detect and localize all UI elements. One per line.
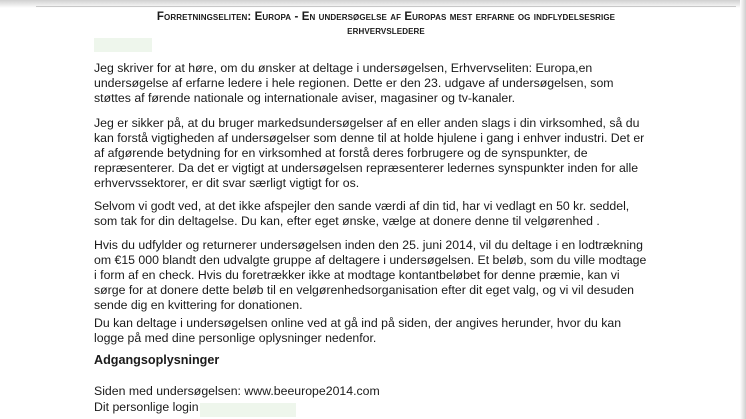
scan-edge-right	[740, 0, 746, 419]
text-line: af afgørende betydning for en virksomhed at forstå deres forbrugere og de synspunkter, de	[94, 146, 588, 160]
header-rule	[36, 6, 736, 7]
text-line: repræsenterer. Da det er vigtigt at undersøgelsen repræsenterer ledernes synspunkter inden for alle	[94, 161, 639, 175]
document-title	[96, 10, 676, 38]
survey-site-line: Siden med undersøgelsen: www.beeurope2014.com	[94, 384, 380, 398]
redaction-mark	[200, 403, 296, 417]
text-line: Hvis du udfylder og returnerer undersøgelsen inden den 25. juni 2014, vil du deltage i en lodtrækning	[94, 238, 643, 252]
paragraph-lottery	[94, 238, 734, 313]
redaction-mark	[94, 38, 152, 52]
text-line: sørge for at donere dette beløb til en velgørenhedsorganisation efter dit eget valg, og vi vil desuden	[94, 283, 635, 297]
title-line-2: erhvervsledere	[347, 25, 425, 37]
text-line: i form af en check. Hvis du foretrækker ikke at modtage kontantbeløbet for denne præmie, kan vi	[94, 268, 620, 282]
text-line: erhvervssektorer, er dit svar særligt vigtigt for os.	[94, 176, 360, 190]
text-line: logge på med dine personlige oplysninger nedenfor.	[94, 331, 377, 345]
text-line: Jeg skriver for at høre, om du ønsker at deltage i undersøgelsen, Erhvervseliten: Europa,en	[94, 61, 593, 75]
text-line: undersøgelse af erfarne ledere i hele regionen. Dette er den 23. udgave af undersøgelsen, som	[94, 76, 614, 90]
text-line: Selvom vi godt ved, at det ikke afspejler den sande værdi af din tid, har vi vedlagt en 50 kr. seddel,	[94, 199, 630, 213]
text-line: om €15 000 blandt den udvalgte gruppe af deltagere i undersøgelsen. Et beløb, som du ville modtage	[94, 253, 647, 267]
paragraph-market-research	[94, 116, 734, 191]
paragraph-online	[94, 316, 734, 346]
personal-login-label: Dit personlige login	[94, 400, 199, 414]
text-line: Jeg er sikker på, at du bruger markedsundersøgelser af en eller anden slags i din virksomhed, så du	[94, 116, 640, 130]
text-line: Du kan deltage i undersøgelsen online ved at gå ind på siden, der angives herunder, hvor du kan	[94, 316, 622, 330]
access-heading: Adgangsoplysninger	[94, 353, 220, 367]
paragraph-gift	[94, 199, 734, 229]
text-line: kan forstå vigtigheden af undersøgelser som denne til at holde hjulene i gang i enhver industri. Det er	[94, 131, 645, 145]
paragraph-intro	[94, 61, 734, 106]
text-line: støttes af førende nationale og internationale aviser, magasiner og tv-kanaler.	[94, 91, 516, 105]
text-line: som tak for din deltagelse. Du kan, efter eget ønske, vælge at donere denne til velgørenhed .	[94, 214, 600, 228]
text-line: sende dig en kvittering for donationen.	[94, 298, 303, 312]
title-line-1: Forretningseliten: Europa - En undersøgelse af Europas mest erfarne og indflydelsesrige	[156, 11, 616, 23]
